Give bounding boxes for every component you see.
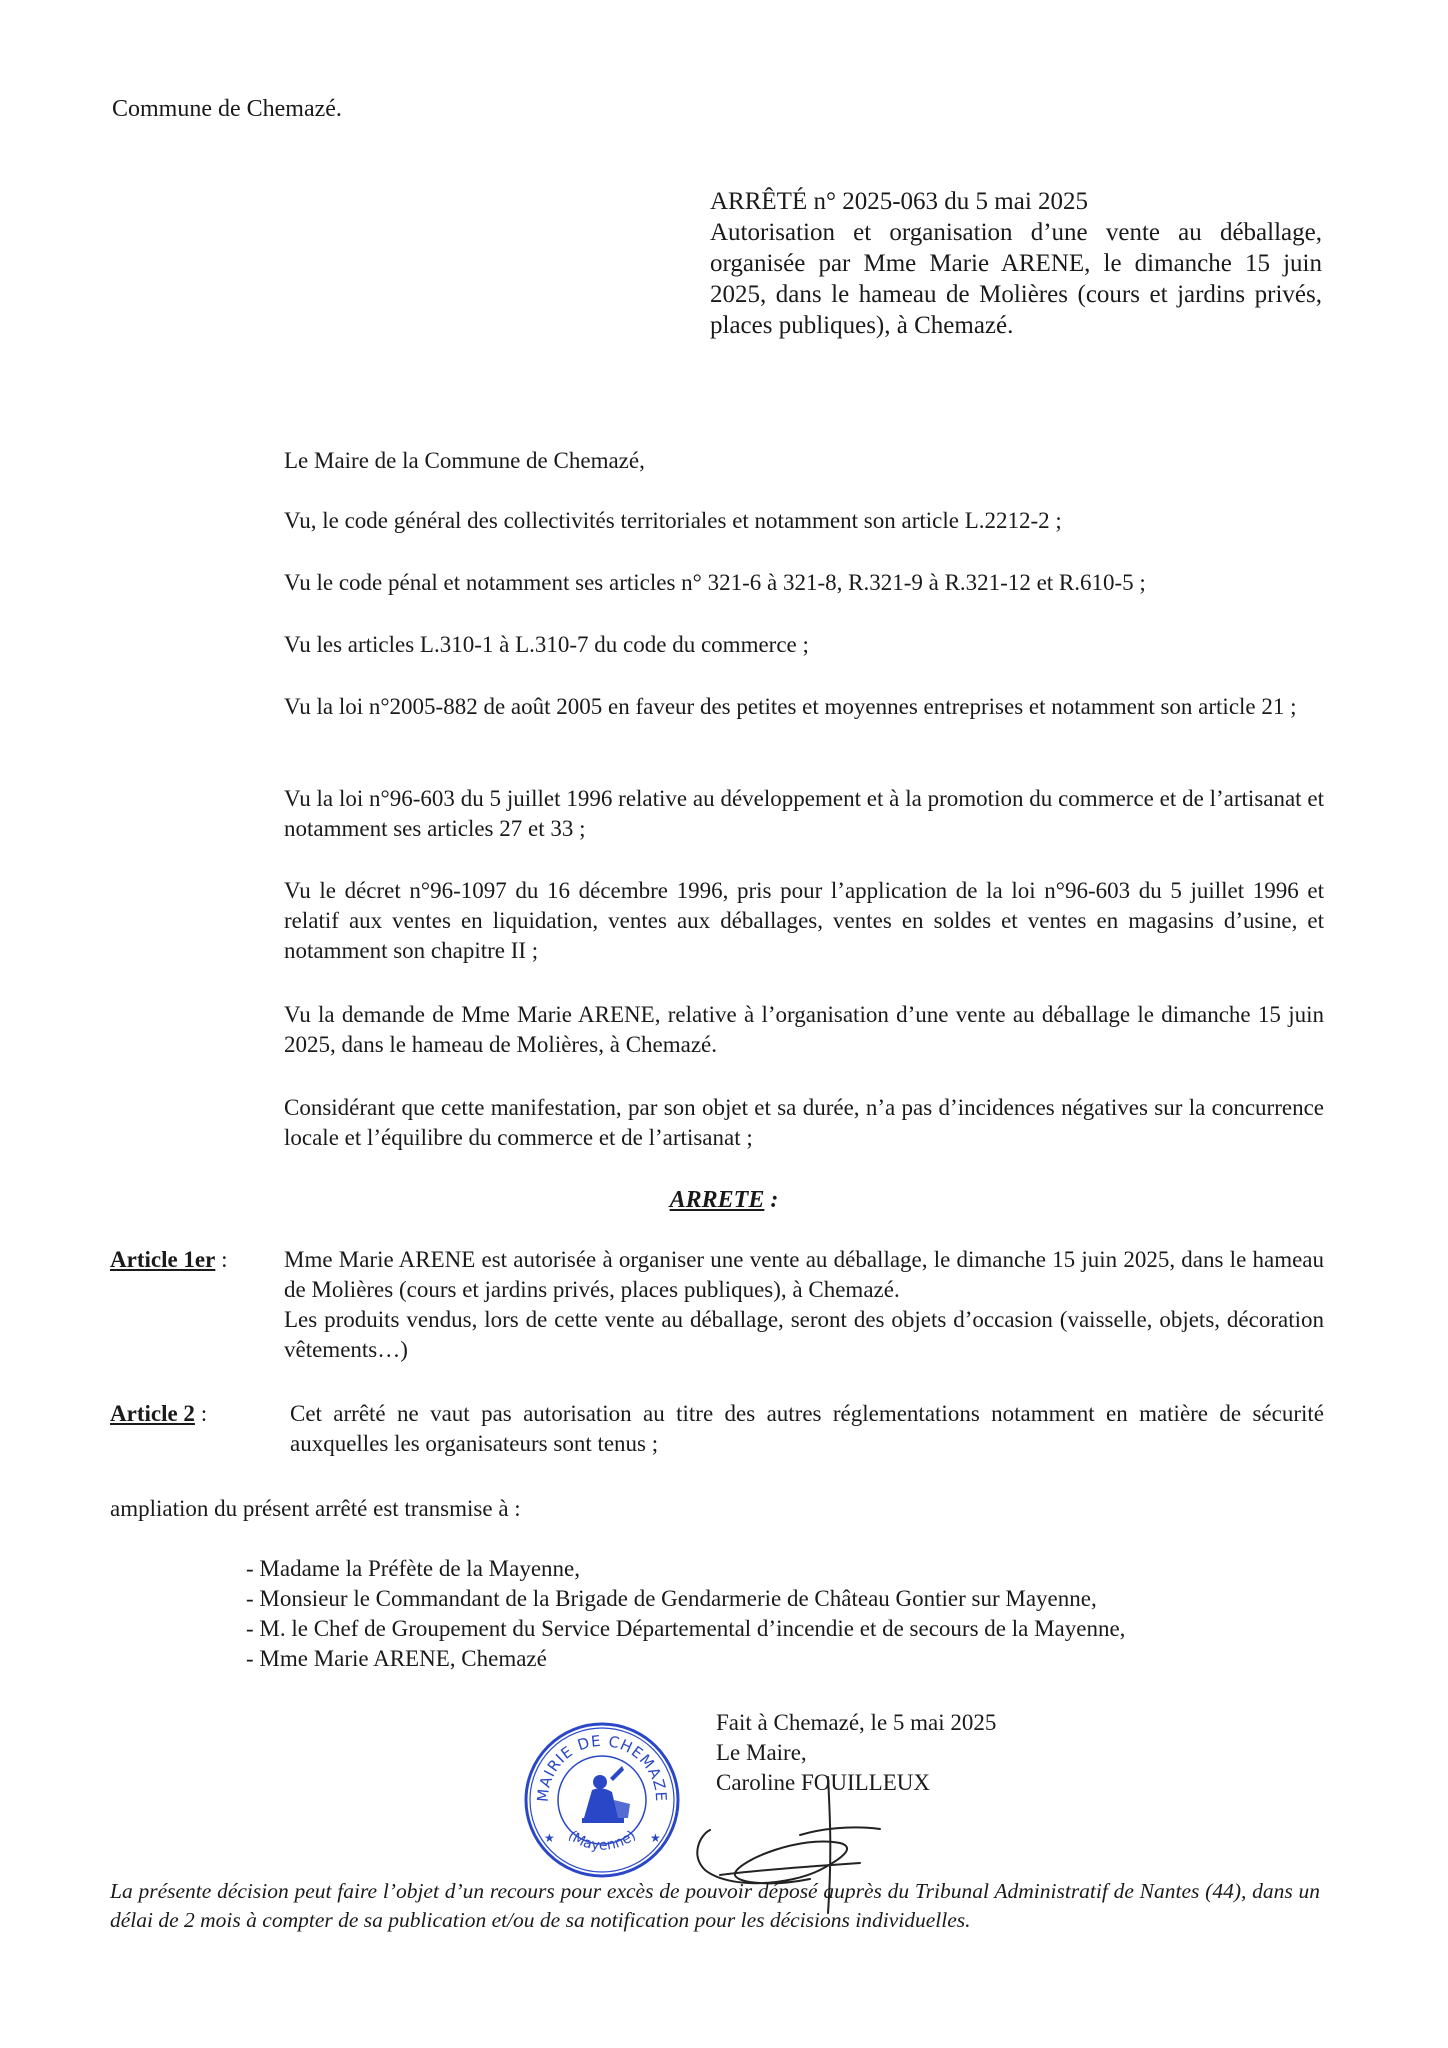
stamp-text-top: MAIRIE DE CHEMAZE <box>533 1731 671 1803</box>
legal-recourse-footer: La présente décision peut faire l’objet d’un recours pour excès de pouvoir déposé auprès du Tribunal Administratif de Nantes (44), dans un délai de 2 mois à compter de sa publication et/ou de sa notification pour les décisions individuelles. <box>110 1879 1320 1932</box>
article-2-text: Cet arrêté ne vaut pas autorisation au titre des autres réglementations notamment en matière de sécurité auxquelles les organisateurs sont tenus ; <box>290 1401 1324 1456</box>
decree-header <box>710 186 1322 341</box>
article-1-text <box>284 1245 1324 1365</box>
marianne-emblem-icon <box>582 1766 630 1823</box>
article-1-label <box>110 1245 227 1275</box>
recipient-organizer: - Mme Marie ARENE, Chemazé <box>246 1646 547 1671</box>
vu-code-commerce: Vu les articles L.310-1 à L.310-7 du code du commerce ; <box>284 632 809 657</box>
recipient-prefete: - Madame la Préfète de la Mayenne, <box>246 1556 580 1581</box>
vu-loi-2005: Vu la loi n°2005-882 de août 2005 en faveur des petites et moyennes entreprises et notamment son article 21 ; <box>284 694 1297 719</box>
stamp-text-bottom: (Mayenne) <box>564 1827 640 1854</box>
recipient-sdis: - M. le Chef de Groupement du Service Départemental d’incendie et de secours de la Mayenne, <box>246 1616 1126 1641</box>
vu-loi-1996: Vu la loi n°96-603 du 5 juillet 1996 relative au développement et à la promotion du commerce et de l’artisanat et notamment ses articles 27 et 33 ; <box>284 786 1324 841</box>
article-2-label <box>110 1399 207 1429</box>
arrete-heading <box>0 1185 1448 1215</box>
vu-code-penal: Vu le code pénal et notamment ses articles n° 321-6 à 321-8, R.321-9 à R.321-12 et R.610-5 ; <box>284 570 1146 595</box>
article-1-colon: : <box>215 1247 228 1272</box>
signature-role: Le Maire, <box>716 1740 807 1765</box>
arrete-heading-colon: : <box>764 1187 779 1213</box>
signature-place-date: Fait à Chemazé, le 5 mai 2025 <box>716 1710 997 1735</box>
svg-text:(Mayenne) <box>565 1828 639 1854</box>
mairie-stamp <box>522 1720 682 1880</box>
article-2-title: Article 2 <box>110 1401 195 1426</box>
article-1-paragraph-2: Les produits vendus, lors de cette vente au déballage, seront des objets d’occasion (vaisselle, objets, décoration vêtements…) <box>284 1307 1324 1362</box>
stamp-star-left-icon: ★ <box>544 1831 555 1845</box>
considerant: Considérant que cette manifestation, par son objet et sa durée, n’a pas d’incidences négatives sur la concurrence locale et l’équilibre du commerce et de l’artisanat ; <box>284 1095 1324 1150</box>
article-2-colon: : <box>194 1401 208 1426</box>
recipient-gendarmerie: - Monsieur le Commandant de la Brigade de Gendarmerie de Château Gontier sur Mayenne, <box>246 1586 1097 1611</box>
article-1-paragraph-1: Mme Marie ARENE est autorisée à organiser une vente au déballage, le dimanche 15 juin 2025, dans le hameau de Molières (cours et jardins privés, places publiques), à Chemazé. <box>284 1247 1324 1302</box>
signature-name: Caroline FOUILLEUX <box>716 1770 930 1795</box>
arrete-heading-word: ARRETE <box>669 1187 765 1213</box>
vu-cgct: Vu, le code général des collectivités territoriales et notamment son article L.2212-2 ; <box>284 508 1062 533</box>
ampliation-intro: ampliation du présent arrêté est transmise à : <box>110 1496 521 1521</box>
stamp-star-right-icon: ★ <box>650 1831 661 1845</box>
decree-object: Autorisation et organisation d’une vente au déballage, organisée par Mme Marie ARENE, le dimanche 15 juin 2025, dans le hameau de Molières (cours et jardins privés, places publiques), à Chemazé. <box>710 219 1322 339</box>
decree-reference: ARRÊTÉ n° 2025-063 du 5 mai 2025 <box>710 188 1089 215</box>
vu-decret-1996: Vu le décret n°96-1097 du 16 décembre 1996, pris pour l’application de la loi n°96-603 du 5 juillet 1996 et relatif aux ventes en liquidation, ventes aux déballages, ventes en soldes et ventes en magasins d’usine, et notamment son chapitre II ; <box>284 878 1324 963</box>
preamble-intro: Le Maire de la Commune de Chemazé, <box>284 448 645 473</box>
vu-demande: Vu la demande de Mme Marie ARENE, relative à l’organisation d’une vente au déballage le dimanche 15 juin 2025, dans le hameau de Molières, à Chemazé. <box>284 1002 1324 1057</box>
commune-header: Commune de Chemazé. <box>112 96 342 122</box>
article-1-title: Article 1er <box>110 1247 216 1272</box>
